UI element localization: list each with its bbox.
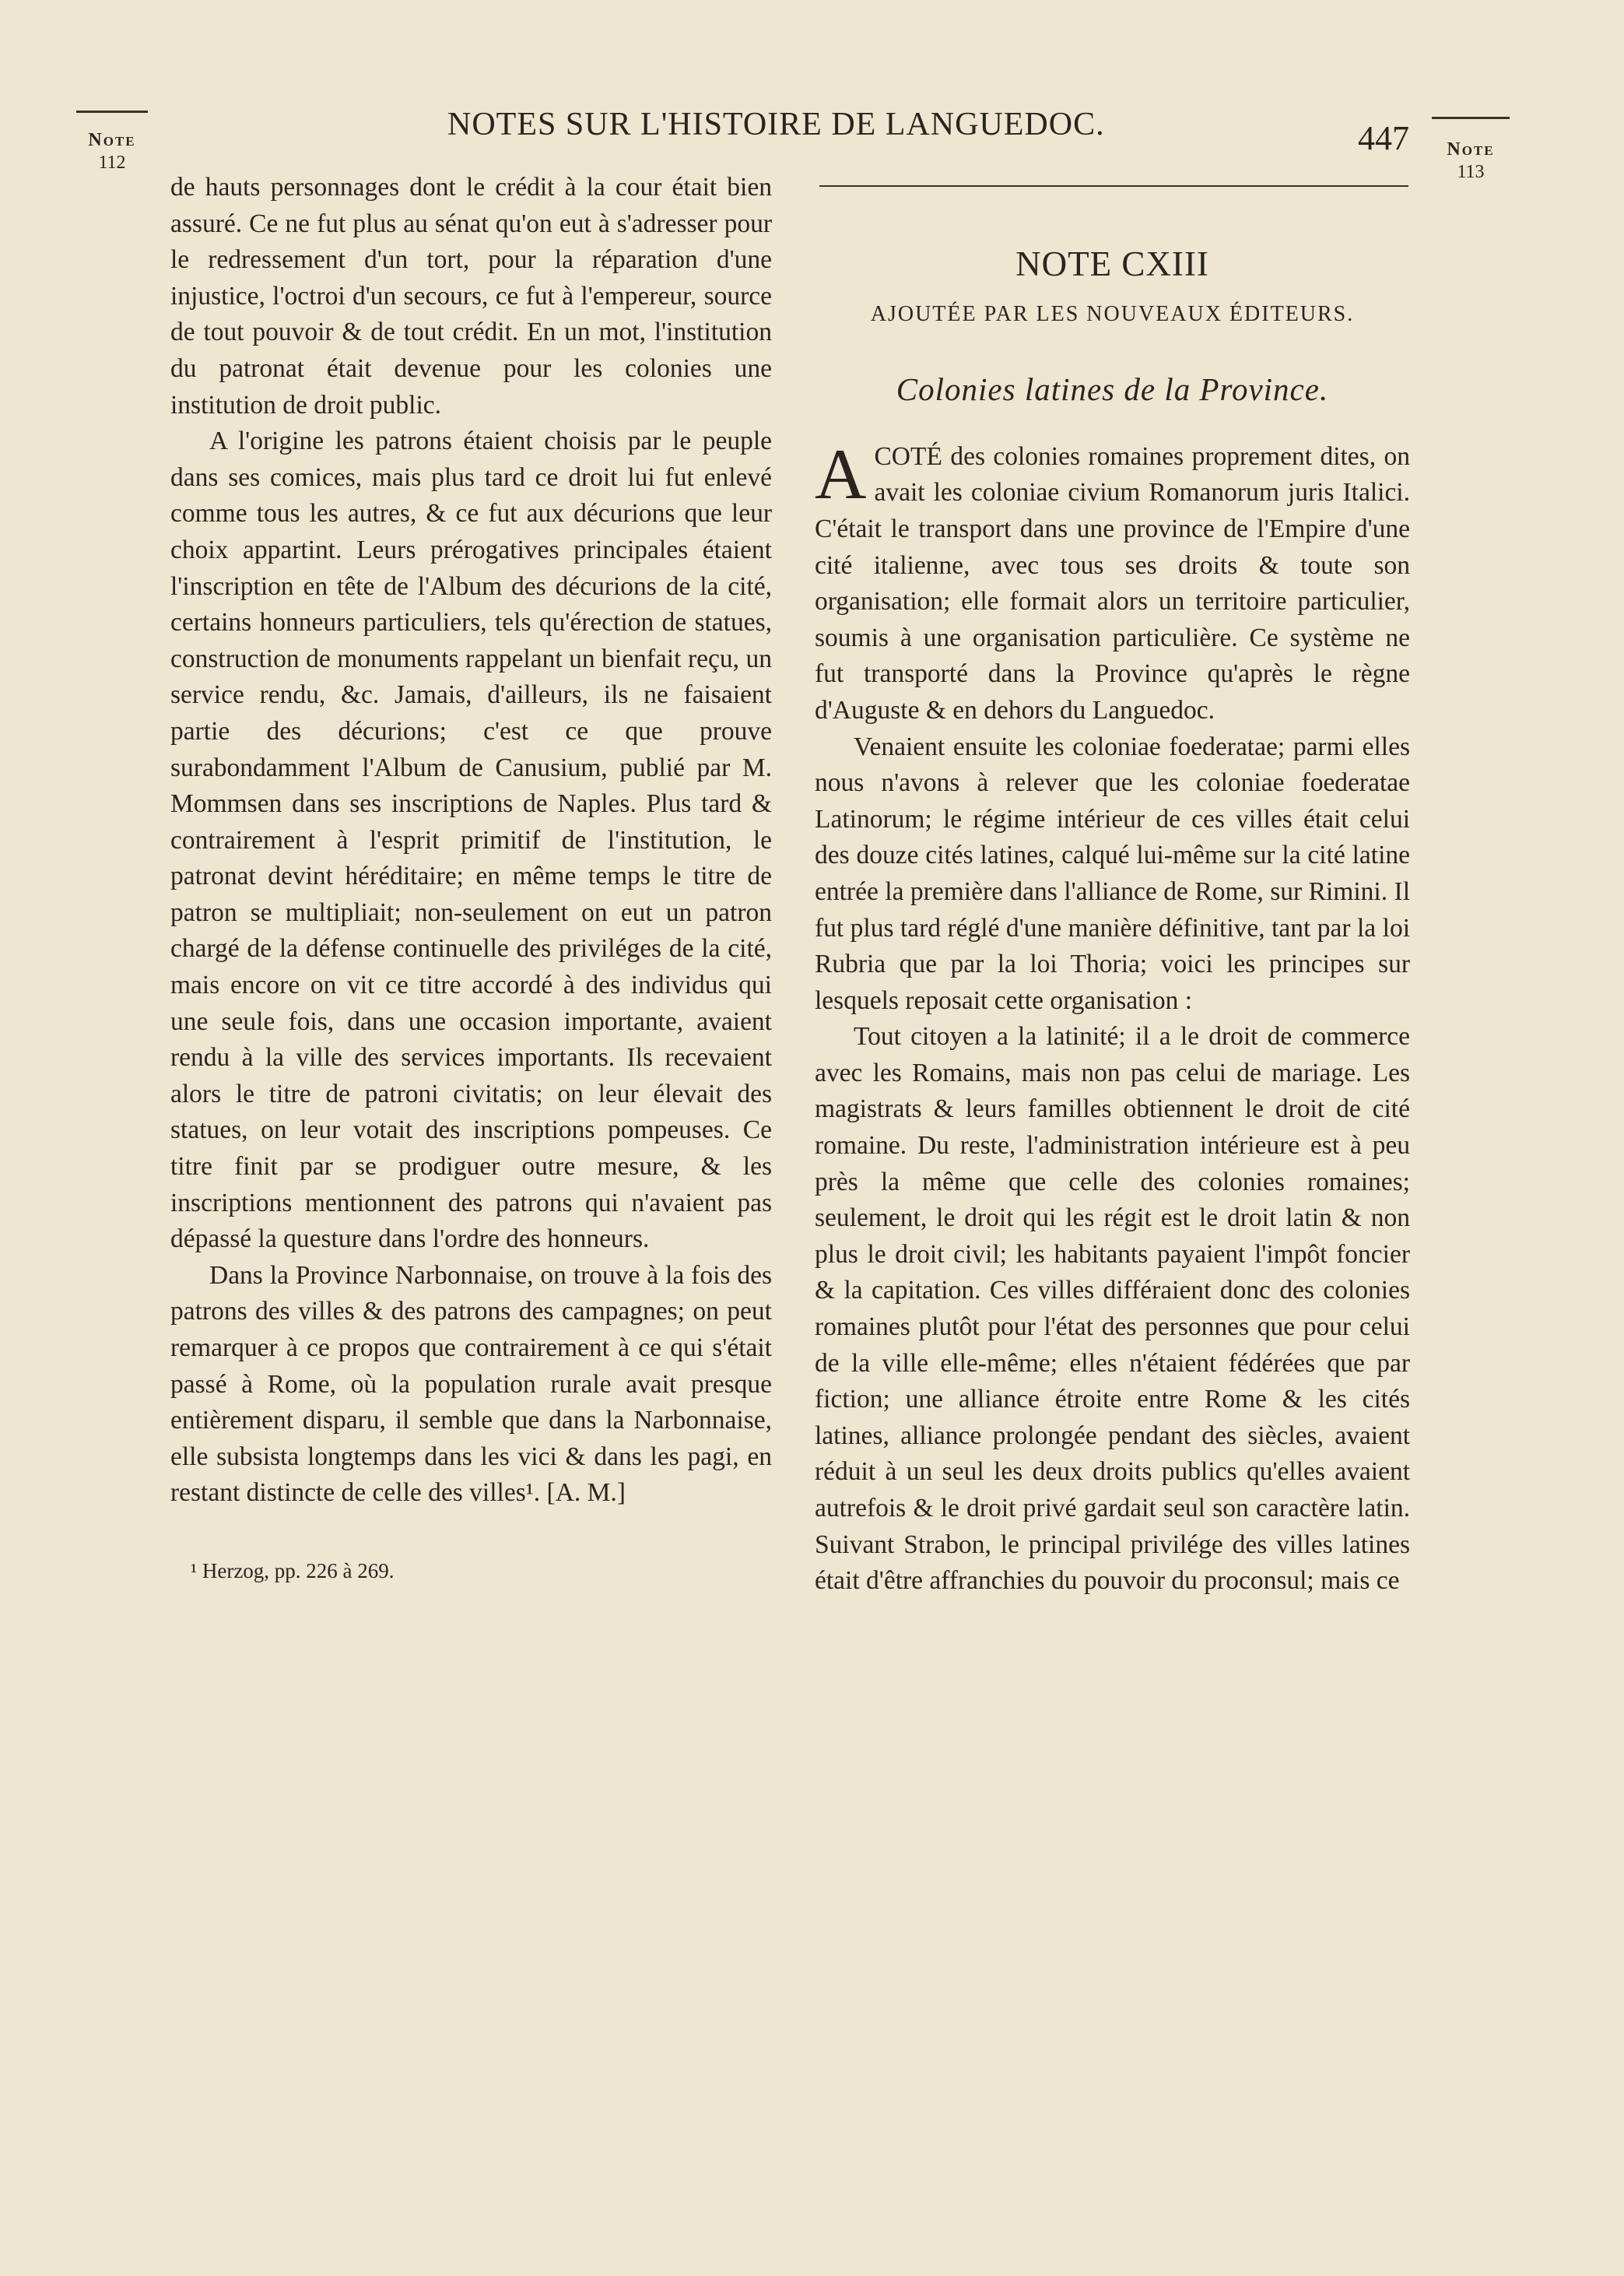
- paragraph: Tout citoyen a la latinité; il a le droit de commerce avec les Romains, mais non pas celui de mariage. Les magistrats & leurs familles obtiennent le droit de cité romaine. Du reste, l'administration intérieure est à peu près la même que celle des colonies romaines; seulement, le droit qui les régit est le droit latin & non plus le droit civil; les habitants payaient l'impôt foncier & la capitation. Ces villes différaient donc des colonies romaines plutôt pour l'état des personnes que pour celui de la ville elle-même; elles n'étaient fédérées que par fiction; une alliance étroite entre Rome & les cités latines, alliance prolongée pendant des siècles, avaient réduit à un seul les deux droits publics qu'elles avaient autrefois & le droit privé gardait seul son caractère latin. Suivant Strabon, le principal privilége des villes latines était d'être affranchies du pouvoir du proconsul; mais ce: [815, 1022, 1410, 1596]
- left-column: [170, 170, 772, 1585]
- margin-rule-right: [1432, 117, 1510, 119]
- margin-note-number: 112: [98, 153, 126, 173]
- footnote: ¹ Herzog, pp. 226 à 269.: [191, 1558, 395, 1582]
- margin-note-number: 113: [1457, 162, 1485, 182]
- page-number: 447: [1358, 119, 1409, 157]
- right-column: [815, 246, 1410, 1600]
- running-title: NOTES SUR L'HISTOIRE DE LANGUEDOC.: [447, 107, 1105, 142]
- margin-note-label: Note: [1447, 139, 1495, 160]
- margin-note-left: [76, 111, 148, 174]
- paragraph: de hauts personnages dont le crédit à la cour était bien assuré. Ce ne fut plus au sénat qu'on eut à s'adresser pour le redressement d'un tort, pour la réparation d'une injustice, l'octroi d'un secours, ce fut à l'empereur, source de tout pouvoir & de tout crédit. En un mot, l'institution du patronat était devenue pour les colonies une institution de droit public.: [170, 173, 772, 420]
- drop-cap: A: [815, 434, 867, 514]
- paragraph-text: COTÉ des colonies romaines proprement dites, on avait les coloniae civium Romanorum juris Italici. C'était le transport dans une province de l'Empire d'une cité italienne, avec tous ses droits & toute son organisation; elle formait alors un territoire particulier, soumis à une organisation particulière. Ce système ne fut transporté dans la Province qu'après le règne d'Auguste & en dehors du Languedoc.: [815, 441, 1410, 725]
- paragraph-with-drop-cap: [815, 434, 1410, 729]
- header-rule: [819, 185, 1408, 187]
- margin-note-right: [1432, 117, 1510, 183]
- section-title: Colonies latines de la Province.: [896, 371, 1329, 408]
- section-body: [815, 434, 1410, 1600]
- paragraph: A l'origine les patrons étaient choisis par le peuple dans ses comices, mais plus tard ce droit lui fut enlevé comme tous les autres, & ce fut aux décurions que leur choix appartint. Leurs prérogatives principales étaient l'inscription en tête de l'Album des décurions de la cité, certains honneurs particuliers, tels qu'érection de statues, construction de monuments rappelant un bienfait reçu, un service rendu, &c. Jamais, d'ailleurs, ils ne faisaient partie des décurions; c'est ce que prouve surabondamment l'Album de Canusium, publié par M. Mommsen dans ses inscriptions de Naples. Plus tard & contrairement à l'esprit primitif de l'institution, le patronat devint héréditaire; en même temps le titre de patron se multipliait; non-seulement on eut un patron chargé de la défense continuelle des priviléges de la cité, mais encore on vit ce titre accordé à des individus qui une seule fois, dans une occasion importante, avaient rendu à la ville des services importants. Ils recevaient alors le titre de patroni civitatis; on leur élevait des statues, on leur votait des inscriptions pompeuses. Ce titre finit par se prodiguer outre mesure, & les inscriptions mentionnent des patrons qui n'avaient pas dépassé la questure dans l'ordre des honneurs.: [170, 427, 772, 1254]
- margin-note-label: Note: [88, 130, 136, 150]
- note-subtitle: AJOUTÉE PAR LES NOUVEAUX ÉDITEURS.: [870, 301, 1355, 326]
- paragraph: Venaient ensuite les coloniae foederatae; parmi elles nous n'avons à relever que les coloniae foederatae Latinorum; le régime intérieur de ces villes était celui des douze cités latines, calqué lui-même sur la cité latine entrée la première dans l'alliance de Rome, sur Rimini. Il fut plus tard réglé d'une manière définitive, tant par la loi Rubria que par la loi Thoria; voici les principes sur lesquels reposait cette organisation :: [815, 732, 1410, 1015]
- margin-rule-left: [76, 111, 148, 113]
- note-title: NOTE CXIII: [1015, 244, 1209, 283]
- paragraph: Dans la Province Narbonnaise, on trouve à la fois des patrons des villes & des patrons des campagnes; on peut remarquer à ce propos que contrairement à ce qui s'était passé à Rome, où la population rurale avait presque entièrement disparu, il semble que dans la Narbonnaise, elle subsista longtemps dans les vici & dans les pagi, en restant distincte de celle des villes¹. [A. M.]: [170, 1260, 772, 1508]
